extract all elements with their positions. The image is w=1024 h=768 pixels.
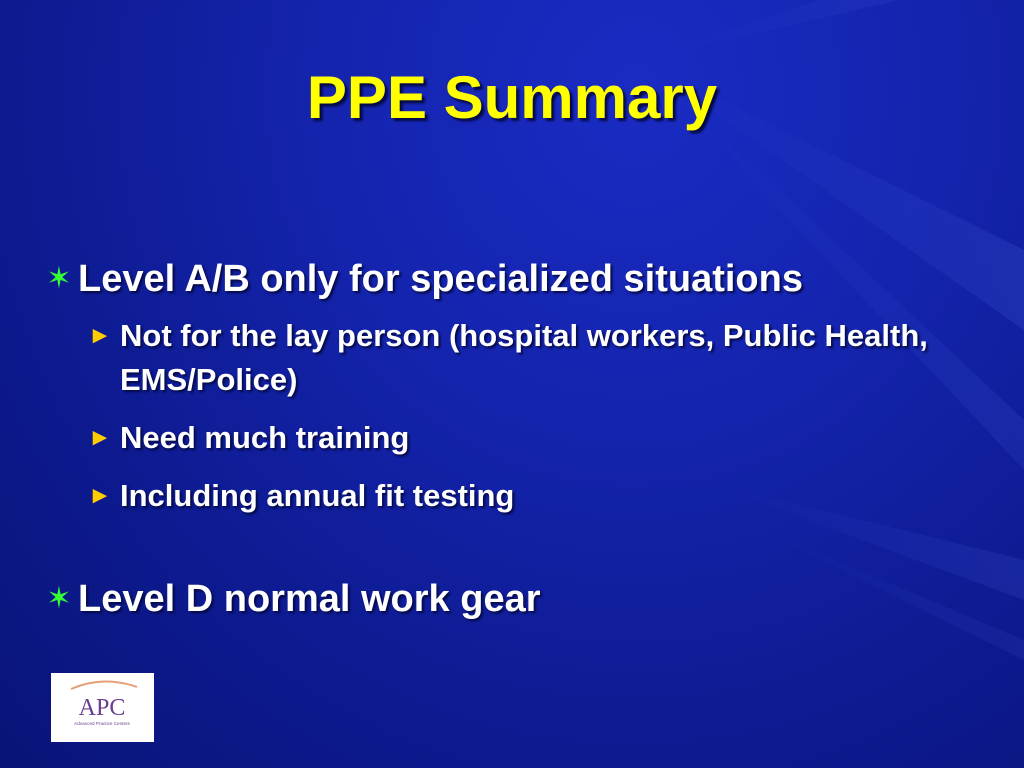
yellow-triangle-arrow-icon: ► <box>88 482 112 509</box>
yellow-triangle-arrow-icon: ► <box>88 424 112 451</box>
green-star-icon: ✶ <box>46 582 72 615</box>
apc-logo <box>51 673 154 742</box>
bullet-level-d <box>40 570 1000 628</box>
sub-bullet-list <box>88 314 1000 518</box>
yellow-triangle-arrow-icon: ► <box>88 322 112 349</box>
bullet-level-ab <box>40 250 1000 308</box>
sub-bullet-text: Not for the lay person (hospital workers, Public Health, EMS/Police) <box>120 318 928 397</box>
spacer <box>40 532 1000 570</box>
slide-title: PPE Summary <box>306 64 718 131</box>
bullet-list <box>40 250 1000 628</box>
bullet-text: Level D normal work gear <box>78 578 541 620</box>
bullet-text: Level A/B only for specialized situations <box>78 258 803 300</box>
sub-bullet-training <box>88 416 1000 460</box>
apc-logo-graphic <box>51 673 154 742</box>
sub-bullet-text: Need much training <box>120 420 410 455</box>
logo-letters: APC <box>78 695 126 721</box>
sub-bullet-fit-testing <box>88 474 1000 518</box>
sub-bullet-lay-person <box>88 314 1000 402</box>
logo-caption: Advanced Practice Centers <box>74 721 130 726</box>
sub-bullet-text: Including annual fit testing <box>120 478 515 513</box>
green-star-icon: ✶ <box>46 262 72 295</box>
